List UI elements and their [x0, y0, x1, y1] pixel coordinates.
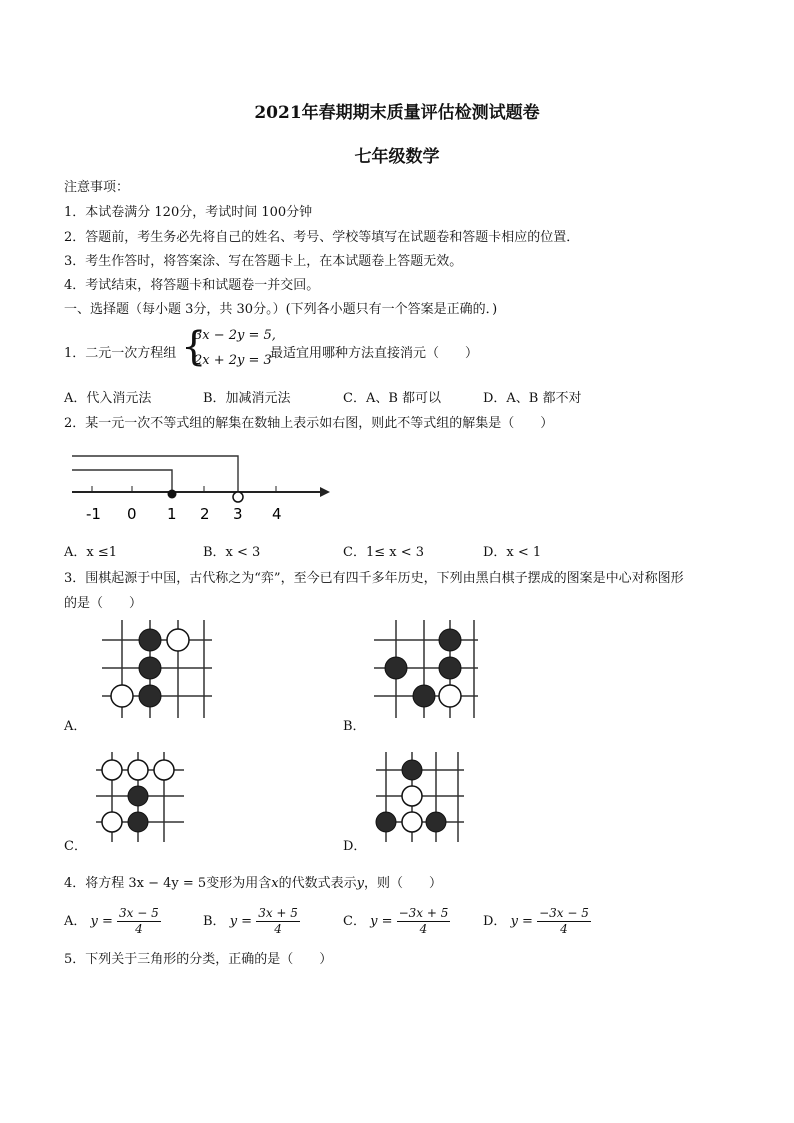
white-stone [402, 812, 422, 832]
q4-option-d [483, 906, 591, 937]
q1-option-a: A．代入消元法 [64, 391, 152, 406]
go-pattern-d [372, 750, 468, 846]
number-line-figure [64, 440, 334, 530]
option-label: C． [343, 914, 366, 929]
q4-option-a [64, 906, 161, 937]
black-stone [376, 812, 396, 832]
axis-label: -1 [86, 505, 101, 523]
q4-stem-part: 的代数式表示 [278, 876, 357, 891]
denominator: 4 [560, 922, 568, 936]
denominator: 4 [274, 922, 282, 936]
q1-option-d: D．A、B 都不对 [483, 391, 582, 406]
q2-option-b: B．x < 3 [203, 545, 261, 560]
q4-stem [64, 872, 442, 891]
notice-item: 4．考试结束，将答题卡和试题卷一并交回。 [64, 278, 320, 293]
go-pattern-a [96, 618, 218, 724]
white-stone [111, 685, 133, 707]
option-lhs: y = [90, 914, 113, 929]
black-stone [128, 812, 148, 832]
notice-heading: 注意事项： [64, 180, 130, 195]
axis-label: 3 [233, 505, 243, 523]
black-stone [413, 685, 435, 707]
black-stone [139, 657, 161, 679]
black-stone [128, 786, 148, 806]
q2-option-d: D．x < 1 [483, 545, 542, 560]
notice-item: 3．考生作答时，将答案涂、写在答题卡上，在本试题卷上答题无效。 [64, 254, 463, 269]
black-stone [139, 629, 161, 651]
fraction [397, 906, 451, 937]
q1-brace: { [181, 324, 207, 370]
option-label: B． [203, 914, 226, 929]
white-stone [402, 786, 422, 806]
open-endpoint [233, 492, 243, 502]
axis-label: 4 [272, 505, 282, 523]
option-lhs: y = [510, 914, 533, 929]
q2-option-a: A．x ≤1 [64, 545, 118, 560]
section-heading: 一、选择题（每小题 3分，共 30分。）(下列各小题只有一个答案是正确的．) [64, 302, 498, 317]
white-stone [128, 760, 148, 780]
q1-prefix: 1．二元一次方程组 [64, 346, 177, 361]
q4-var-x: x [271, 876, 279, 891]
q4-option-c [343, 906, 450, 937]
q4-var-y: y [356, 876, 364, 891]
numerator: 3x + 5 [258, 906, 298, 920]
black-stone [439, 657, 461, 679]
page-subtitle: 七年级数学 [354, 147, 440, 167]
q5-stem: 5．下列关于三角形的分类，正确的是（ ） [64, 952, 333, 967]
q3-label-a: A． [64, 719, 87, 734]
q3-label-b: B． [343, 719, 366, 734]
black-stone [385, 657, 407, 679]
option-lhs: y = [370, 914, 393, 929]
white-stone [154, 760, 174, 780]
q3-label-c: C． [64, 839, 87, 854]
solution-bracket-1 [72, 470, 172, 492]
fraction [537, 906, 591, 937]
option-label: A． [64, 914, 87, 929]
q1-option-b: B．加减消元法 [203, 391, 291, 406]
white-stone [102, 760, 122, 780]
q1-suffix: 最适宜用哪种方法直接消元（ ） [270, 346, 479, 361]
closed-endpoint [168, 490, 177, 499]
option-lhs: y = [229, 914, 253, 929]
axis-arrow [320, 487, 330, 497]
q4-stem-part: ，则（ ） [363, 876, 442, 891]
q2-stem: 2．某一元一次不等式组的解集在数轴上表示如右图，则此不等式组的解集是（ ） [64, 416, 554, 431]
numerator: 3x − 5 [119, 906, 159, 920]
go-pattern-b [370, 618, 482, 724]
q4-option-b [203, 906, 300, 937]
numerator: −3x + 5 [398, 906, 449, 920]
q3-stem-line-1: 3．围棋起源于中国，古代称之为“弈”，至今已有四千多年历史，下列由黑白棋子摆成的图案是中心对称图形 [64, 571, 684, 586]
notice-item: 1．本试卷满分 120分，考试时间 100分钟 [64, 205, 313, 220]
axis-label: 2 [200, 505, 210, 523]
notice-item: 2．答题前，考生务必先将自己的姓名、考号、学校等填写在试题卷和答题卡相应的位置． [64, 230, 580, 245]
go-pattern-c [92, 750, 188, 846]
axis-label: 1 [167, 505, 177, 523]
option-label: D． [483, 914, 507, 929]
white-stone [167, 629, 189, 651]
white-stone [102, 812, 122, 832]
black-stone [402, 760, 422, 780]
q1-option-c: C．A、B 都可以 [343, 391, 442, 406]
black-stone [139, 685, 161, 707]
denominator: 4 [419, 922, 428, 936]
q3-label-d: D． [343, 839, 367, 854]
solution-bracket-2 [72, 456, 238, 492]
denominator: 4 [135, 922, 143, 936]
q1-equation-1: 3x − 2y = 5, [194, 328, 276, 343]
q2-option-c: C．1≤ x < 3 [343, 545, 425, 560]
black-stone [426, 812, 446, 832]
q3-stem-line-2: 的是（ ） [64, 596, 143, 611]
numerator: −3x − 5 [539, 906, 589, 920]
black-stone [439, 629, 461, 651]
axis-label: 0 [127, 505, 137, 523]
q4-stem-part: 4．将方程 3x − 4y = 5变形为用含 [64, 876, 272, 891]
fraction [117, 906, 161, 937]
white-stone [439, 685, 461, 707]
q1-equation-2: 2x + 2y = 3 [194, 353, 272, 368]
page-title: 2021年春期期末质量评估检测试题卷 [254, 103, 540, 123]
fraction [256, 906, 300, 937]
